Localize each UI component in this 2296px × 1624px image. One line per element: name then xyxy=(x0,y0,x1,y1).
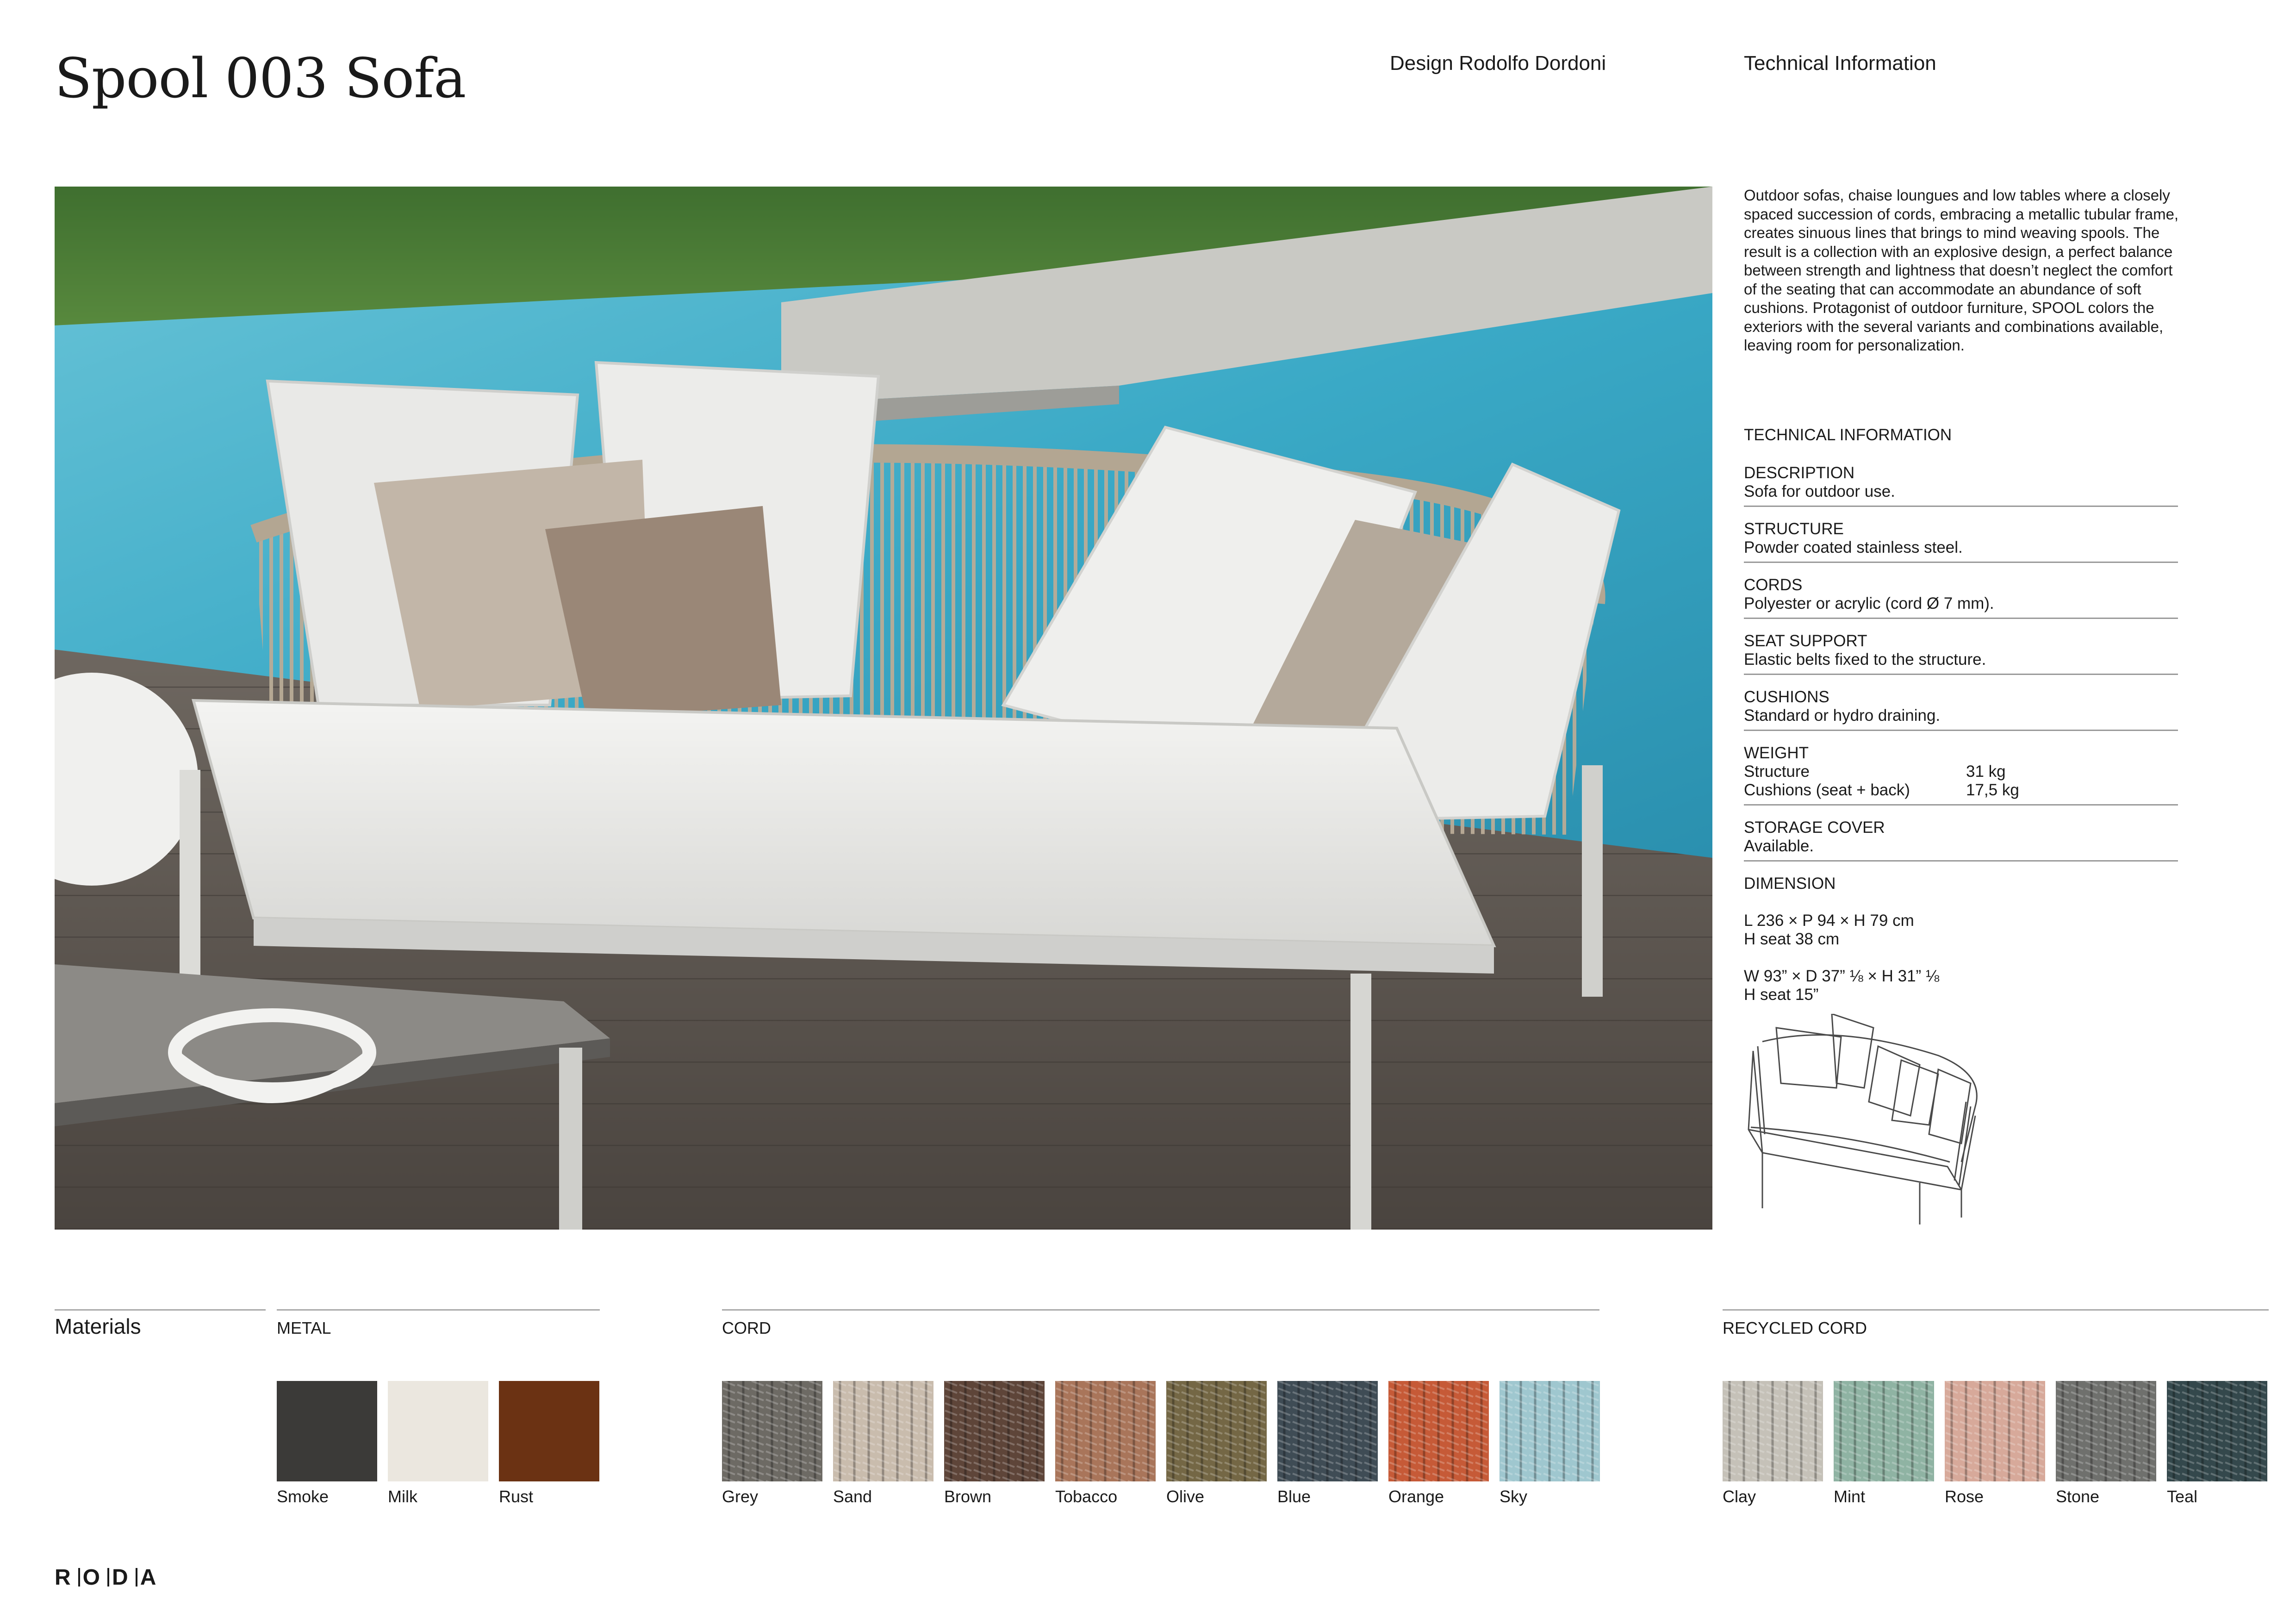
weight-row: Cushions (seat + back) 17,5 kg xyxy=(1744,781,2019,799)
swatch-sand[interactable] xyxy=(833,1381,933,1481)
specs-heading: TECHNICAL INFORMATION xyxy=(1744,426,1952,444)
metal-group-label: METAL xyxy=(277,1318,331,1337)
swatch-milk[interactable] xyxy=(388,1381,488,1481)
swatch-label: Rose xyxy=(1945,1487,1984,1506)
swatch-clay[interactable] xyxy=(1723,1381,1823,1481)
swatch-grey[interactable] xyxy=(722,1381,822,1481)
technical-information-link[interactable]: Technical Information xyxy=(1744,52,1936,75)
spec-cushions: CUSHIONS Standard or hydro draining. xyxy=(1744,688,2178,731)
spec-dimension: DIMENSION L 236 × P 94 × H 79 cm H seat 38 cm W 93” × D 37” ⅛ × H 31” ⅛ H seat 15” xyxy=(1744,874,1940,1004)
swatch-stone[interactable] xyxy=(2056,1381,2156,1481)
intro-paragraph: Outdoor sofas, chaise loungues and low tables where a closely spaced succession of cords, embracing a metallic tubular frame, creates sinuous lines that brings to mind weaving spools. The result is a collection with an explosive design, a perfect balance between strength and lightness that doesn’t neglect the comfort of the seating that can accommodate an abundance of soft cushions. Protagonist of outdoor furniture, SPOOL colors the exteriors with the several variants and combinations available, leaving room for personalization. xyxy=(1744,187,2179,354)
swatch-orange[interactable] xyxy=(1388,1381,1489,1481)
swatch-blue[interactable] xyxy=(1277,1381,1378,1481)
swatch-rose[interactable] xyxy=(1945,1381,2045,1481)
sofa-line-drawing xyxy=(1744,1014,1994,1231)
swatch-label: Sand xyxy=(833,1487,872,1506)
swatch-olive[interactable] xyxy=(1166,1381,1267,1481)
swatch-sky[interactable] xyxy=(1500,1381,1600,1481)
roda-logo: R O D A xyxy=(55,1565,161,1590)
swatch-label: Brown xyxy=(944,1487,992,1506)
swatch-label: Stone xyxy=(2056,1487,2100,1506)
swatch-label: Sky xyxy=(1500,1487,1528,1506)
technical-specs xyxy=(1744,426,2178,1022)
swatch-label: Rust xyxy=(499,1487,534,1506)
cord-group-label: CORD xyxy=(722,1318,771,1337)
swatch-rust[interactable] xyxy=(499,1381,599,1481)
swatch-tobacco[interactable] xyxy=(1055,1381,1156,1481)
swatch-label: Blue xyxy=(1277,1487,1311,1506)
spec-seat-support: SEAT SUPPORT Elastic belts fixed to the structure. xyxy=(1744,632,2178,675)
recycled-cord-group-label: RECYCLED CORD xyxy=(1723,1318,1867,1337)
swatch-brown[interactable] xyxy=(944,1381,1045,1481)
swatch-label: Olive xyxy=(1166,1487,1205,1506)
swatch-label: Milk xyxy=(388,1487,417,1506)
weight-row: Structure 31 kg xyxy=(1744,762,2006,781)
materials-title: Materials xyxy=(55,1314,141,1338)
page-title: Spool 003 Sofa xyxy=(55,46,466,110)
swatch-teal[interactable] xyxy=(2167,1381,2267,1481)
spec-description: DESCRIPTION Sofa for outdoor use. xyxy=(1744,464,2178,507)
swatch-label: Grey xyxy=(722,1487,759,1506)
swatch-label: Teal xyxy=(2167,1487,2198,1506)
swatch-label: Orange xyxy=(1388,1487,1444,1506)
product-photo xyxy=(55,187,1712,1230)
spec-structure: STRUCTURE Powder coated stainless steel. xyxy=(1744,520,2178,563)
spec-weight: WEIGHT Structure 31 kg Cushions (seat + back) 17,5 kg xyxy=(1744,744,2178,806)
swatch-label: Mint xyxy=(1834,1487,1866,1506)
swatch-label: Clay xyxy=(1723,1487,1756,1506)
swatch-mint[interactable] xyxy=(1834,1381,1934,1481)
swatch-label: Tobacco xyxy=(1055,1487,1118,1506)
swatch-label: Smoke xyxy=(277,1487,329,1506)
designer-credit: Design Rodolfo Dordoni xyxy=(1390,52,1606,75)
swatch-smoke[interactable] xyxy=(277,1381,377,1481)
spec-cords: CORDS Polyester or acrylic (cord Ø 7 mm). xyxy=(1744,576,2178,619)
spec-storage-cover: STORAGE COVER Available. xyxy=(1744,818,2178,862)
